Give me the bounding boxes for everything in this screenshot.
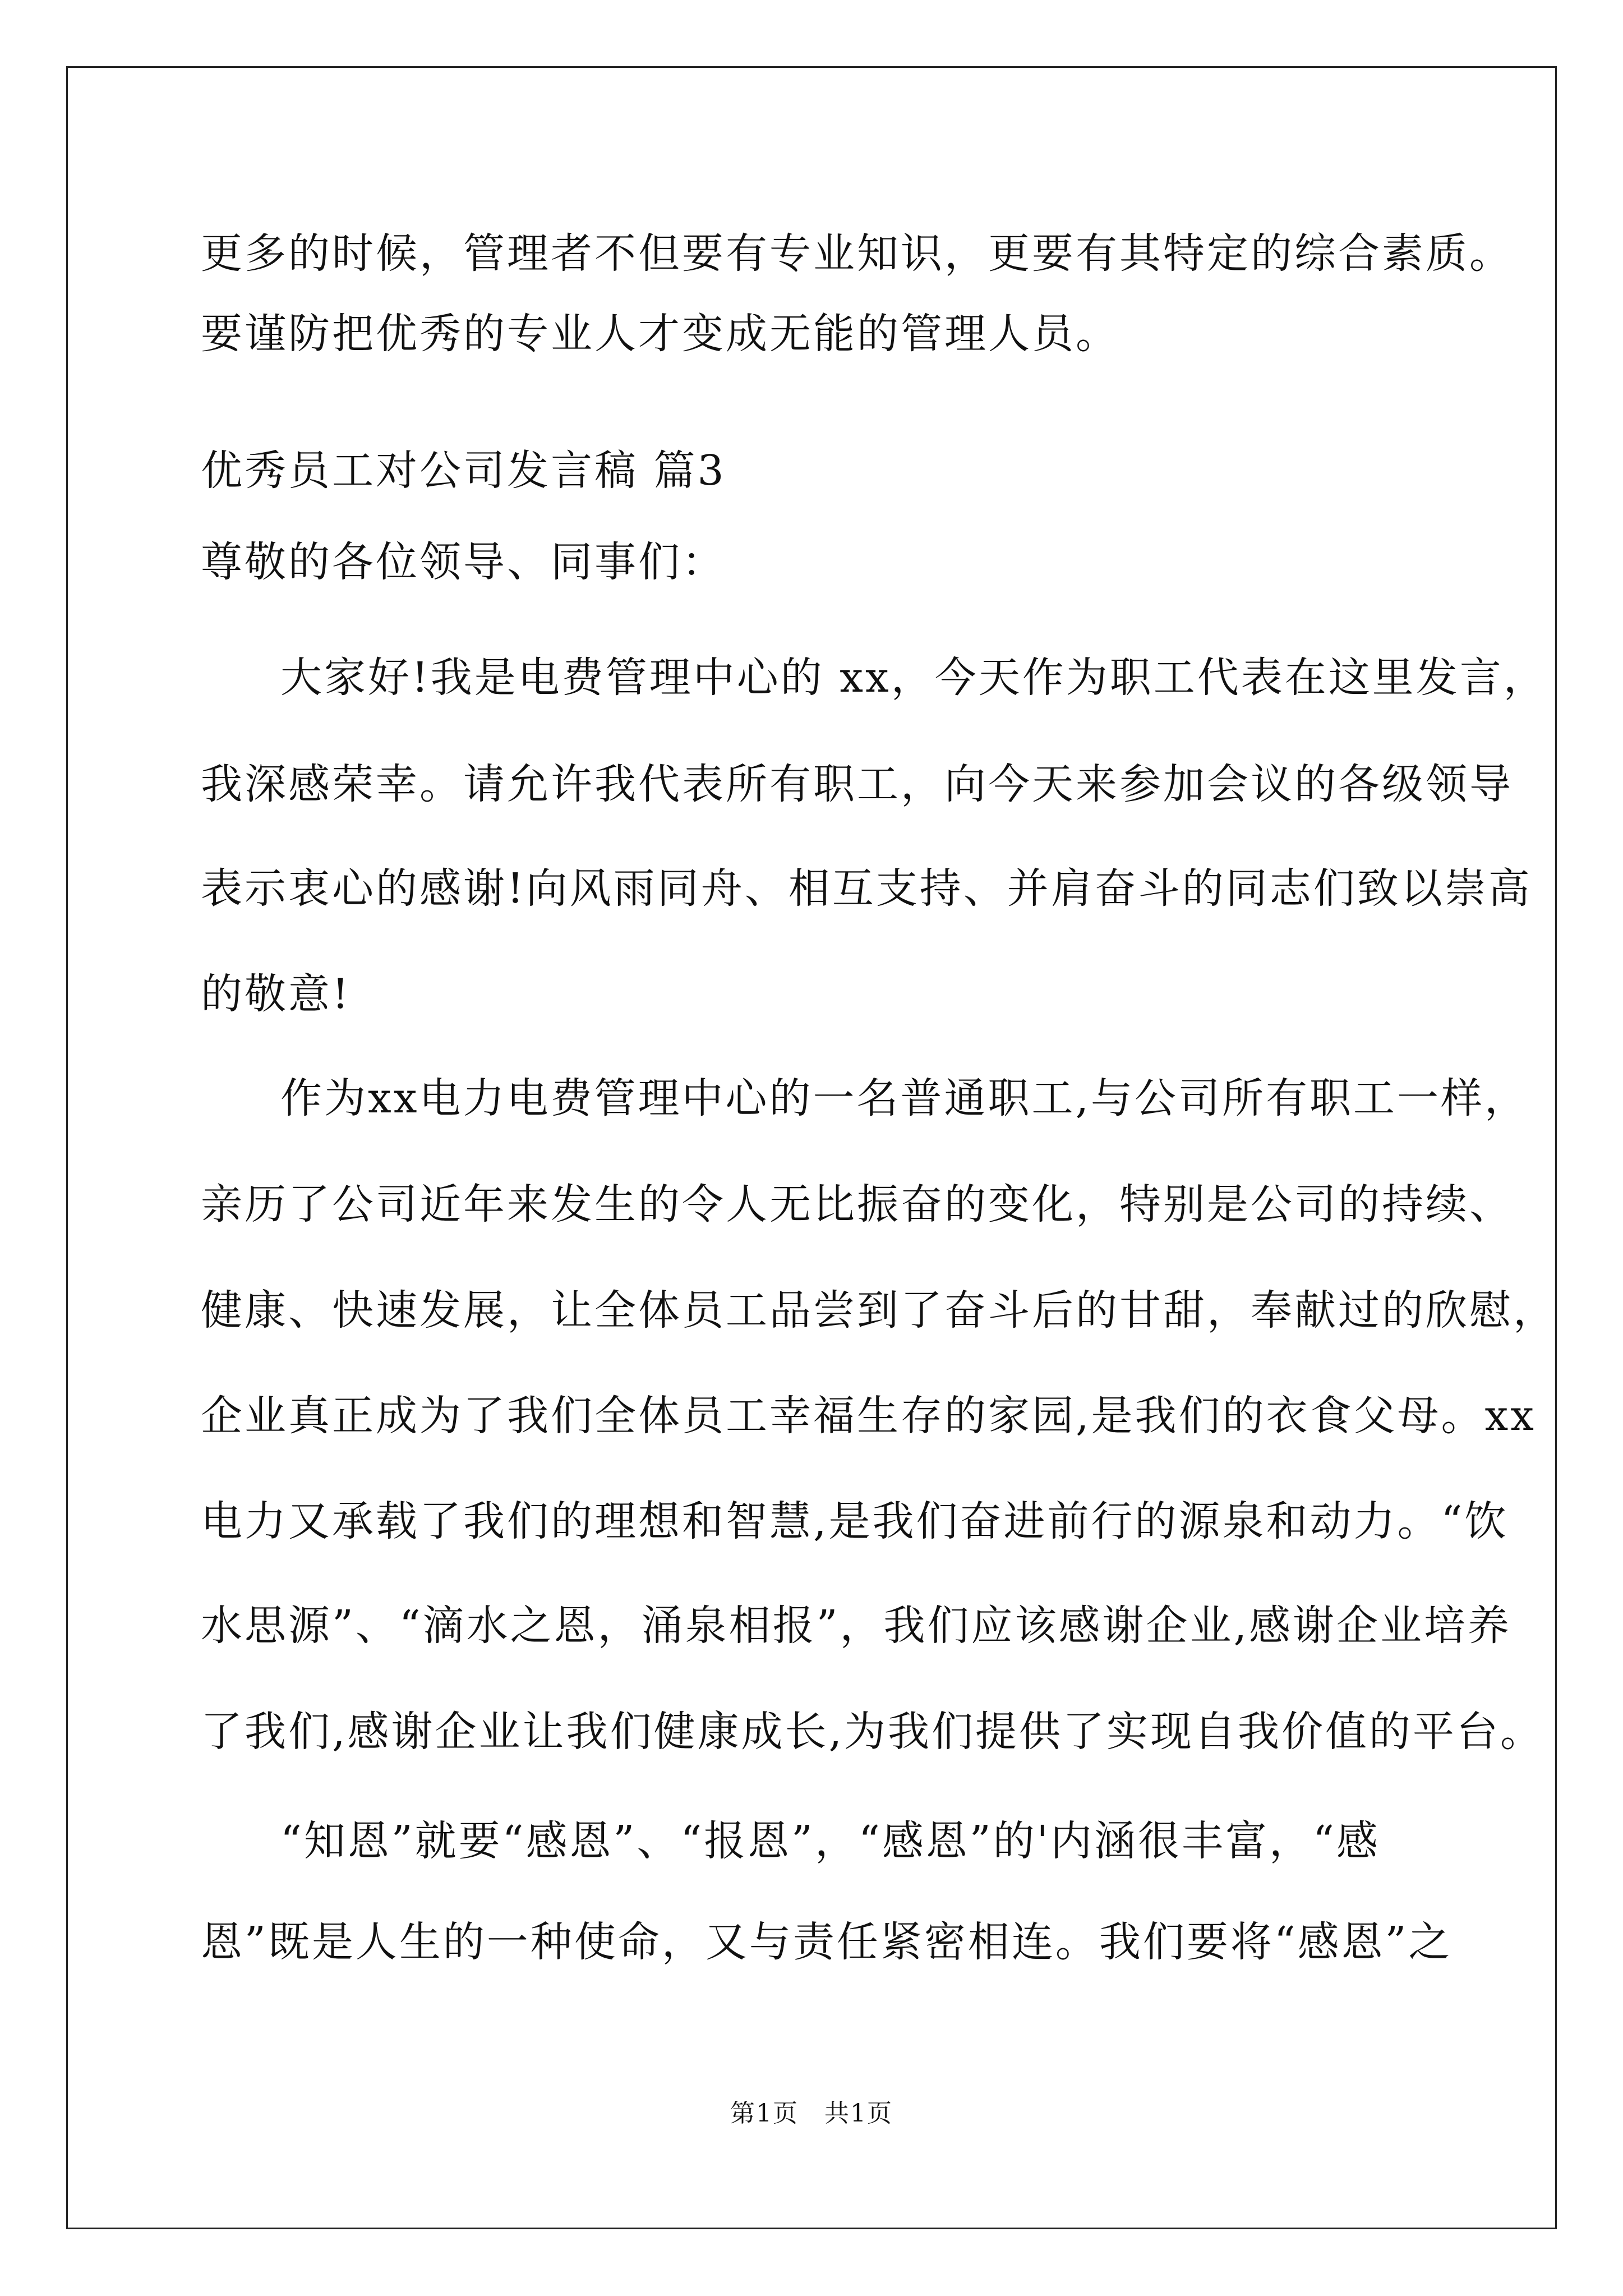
salutation: 尊敬的各位领导、同事们： — [201, 538, 726, 586]
body-line-2: 要谨防把优秀的专业人才变成无能的管理人员。 — [201, 310, 1119, 358]
paragraph-3-line-1: “知恩”就要“感恩”、“报恩”，“感恩”的'内涵很丰富，“感 — [280, 1817, 1380, 1865]
paragraph-2-line-1: 作为xx电力电费管理中心的一名普通职工,与公司所有职工一样， — [280, 1074, 1528, 1122]
paragraph-2-line-5: 电力又承载了我们的理想和智慧,是我们奋进前行的源泉和动力。“饮 — [201, 1497, 1509, 1545]
page-border — [66, 66, 1557, 2229]
paragraph-1-line-3: 表示衷心的感谢!向风雨同舟、相互支持、并肩奋斗的同志们致以崇高 — [201, 864, 1532, 913]
body-line-1: 更多的时候，管理者不但要有专业知识，更要有其特定的综合素质。 — [201, 229, 1513, 278]
paragraph-1-line-4: 的敬意! — [201, 970, 351, 1018]
paragraph-2-line-7: 了我们,感谢企业让我们健康成长,为我们提供了实现自我价值的平台。 — [201, 1708, 1544, 1756]
section-heading: 优秀员工对公司发言稿 篇3 — [201, 447, 726, 495]
paragraph-1-line-2: 我深感荣幸。请允许我代表所有职工，向今天来参加会议的各级领导 — [201, 760, 1513, 808]
paragraph-2-line-4: 企业真正成为了我们全体员工幸福生存的家园,是我们的衣食父母。xx — [201, 1392, 1536, 1440]
paragraph-2-line-2: 亲历了公司近年来发生的令人无比振奋的变化，特别是公司的持续、 — [201, 1180, 1513, 1228]
paragraph-1-line-1: 大家好!我是电费管理中心的 xx，今天作为职工代表在这里发言， — [280, 654, 1547, 702]
page-number: 第1页 共1页 — [730, 2099, 893, 2128]
paragraph-3-line-2: 恩”既是人生的一种使命，又与责任紧密相连。我们要将“感恩”之 — [201, 1918, 1453, 1966]
paragraph-2-line-6: 水思源”、“滴水之恩，涌泉相报”，我们应该感谢企业,感谢企业培养 — [201, 1602, 1512, 1650]
paragraph-2-line-3: 健康、快速发展，让全体员工品尝到了奋斗后的甘甜，奉献过的欣慰， — [201, 1286, 1557, 1335]
